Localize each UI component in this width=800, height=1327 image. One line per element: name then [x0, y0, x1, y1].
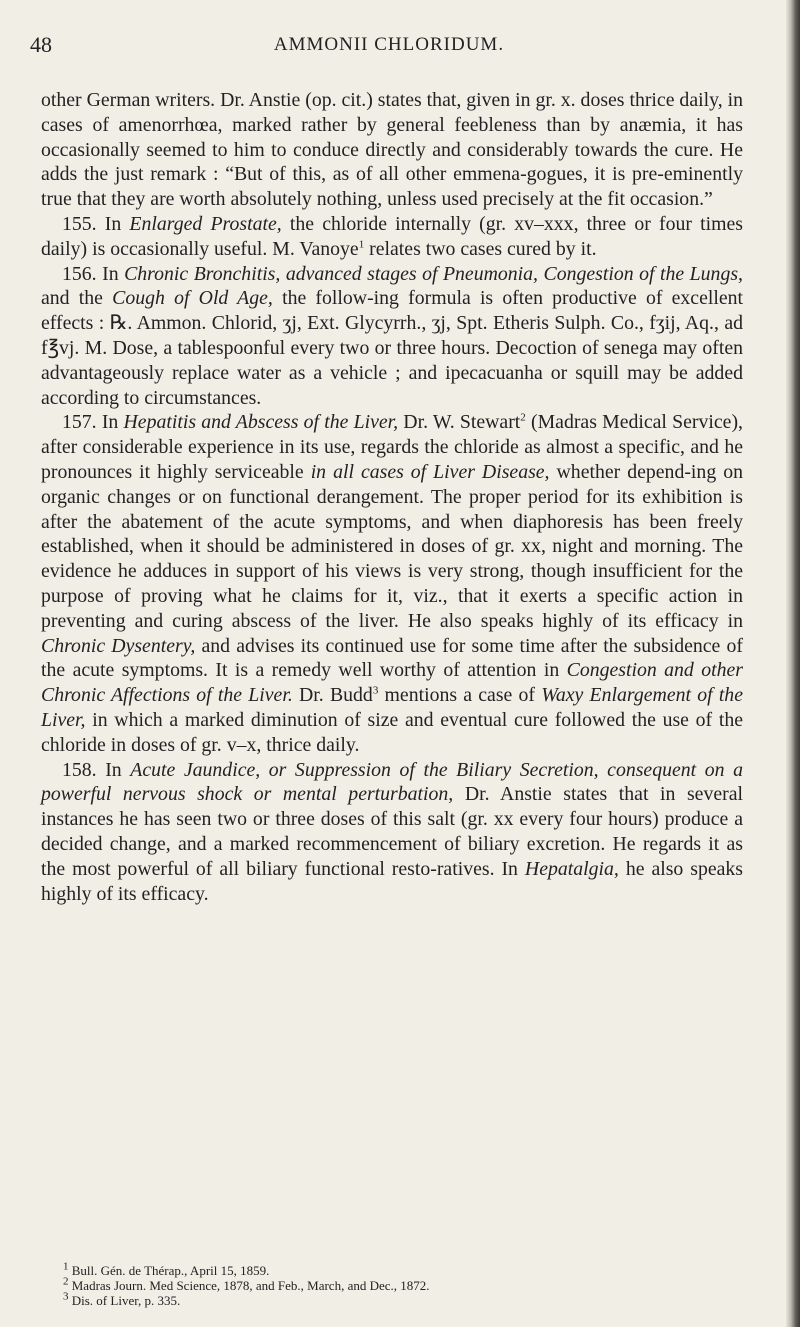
paragraph-158: 158. In Acute Jaundice, or Suppression of the Biliary Secretion, consequent on a powerful nervous shock or mental perturbation, Dr. Anstie states that in several instances he has seen two or three doses of this salt (gr. xx every four hours) produce a decided change, and a marked recommencement of biliary excretion. He regards it as the most powerful of all biliary functional resto-ratives. In Hepatalgia, he also speaks highly of its efficacy.: [41, 758, 744, 905]
paragraph-continued: other German writers. Dr. Anstie (op. cit.) states that, given in gr. x. doses thrice daily, in cases of amenorrhœa, marked rather by general feebleness than by anæmia, it has occasionally seemed to him to conduce directly and considerably towards the cure. He adds the just remark : “But of this, as of all other emmena-gogues, it is pre-eminently true that they are worth absolutely nothing, unless used precisely at the fit occasion.”: [41, 89, 743, 211]
footnote: $^3$ Dis. of Liver, p. 335.: [63, 1290, 181, 1308]
footnotes: [41, 1260, 743, 1308]
page-number: 48: [30, 32, 52, 57]
body-text: [41, 88, 743, 906]
page-binding-edge: [786, 0, 800, 1327]
page-header: [30, 32, 748, 60]
footnote-ref-2: 2: [520, 411, 526, 424]
footnote-ref-3: 3: [372, 684, 379, 697]
footnote-ref-1: 1: [358, 238, 365, 251]
footnote: $^2$ Madras Journ. Med Science, 1878, and Feb., March, and Dec., 1872.: [63, 1275, 430, 1293]
footnote: $^1$ Bull. Gén. de Thérap., April 15, 1859.: [63, 1260, 270, 1278]
running-title: AMMONII CHLORIDUM.: [273, 34, 505, 55]
paragraph-156: 156. In Chronic Bronchitis, advanced stages of Pneumonia, Congestion of the Lungs, and the Cough of Old Age, the follow-ing formula is often productive of excellent effects : ℞. Ammon. Chlorid, ʒj, Ext. Glycyrrh., ʒj, Spt. Etheris Sulph. Co., fʒij, Aq., ad f℥vj. M. Dose, a tablespoonful every two or three hours. Decoction of senega may often advantageously replace water as a vehicle ; and ipecacuanha or squill may be added according to circumstances.: [41, 262, 744, 409]
paragraph-157: 157. In Hepatitis and Abscess of the Liver, Dr. W. Stewart$^2$ (Madras Medical Service), after considerable experience in its use, regards the chloride as almost a specific, and he pronounces it highly serviceable in all cases of Liver Disease, whether depend-ing on organic changes or on functional derangement. The proper period for its exhibition is after the abatement of the acute symptoms, and when diaphoresis has been freely established, when it should be administered in doses of gr. xx, night and morning. The evidence he adduces in support of his views is very strong, though insufficient for the purpose of proving what he claims for it, viz., that it exerts a specific action in preventing and curing abscess of the liver. He also speaks highly of its efficacy in Chronic Dysentery, and advises its continued use for some time after the subsidence of the acute symptoms. It is a remedy well worthy of attention in Congestion and other Chronic Affections of the Liver. Dr. Budd$^3$ mentions a case of Waxy Enlargement of the Liver, in which a marked diminution of size and eventual cure followed the use of the chloride in doses of gr. v–x, thrice daily.: [41, 411, 743, 756]
paragraph-155: 155. In Enlarged Prostate, the chloride internally (gr. xv–xxx, three or four times daily) is occasionally useful. M. Vanoye$^1$ relates two cases cured by it.: [41, 212, 743, 260]
